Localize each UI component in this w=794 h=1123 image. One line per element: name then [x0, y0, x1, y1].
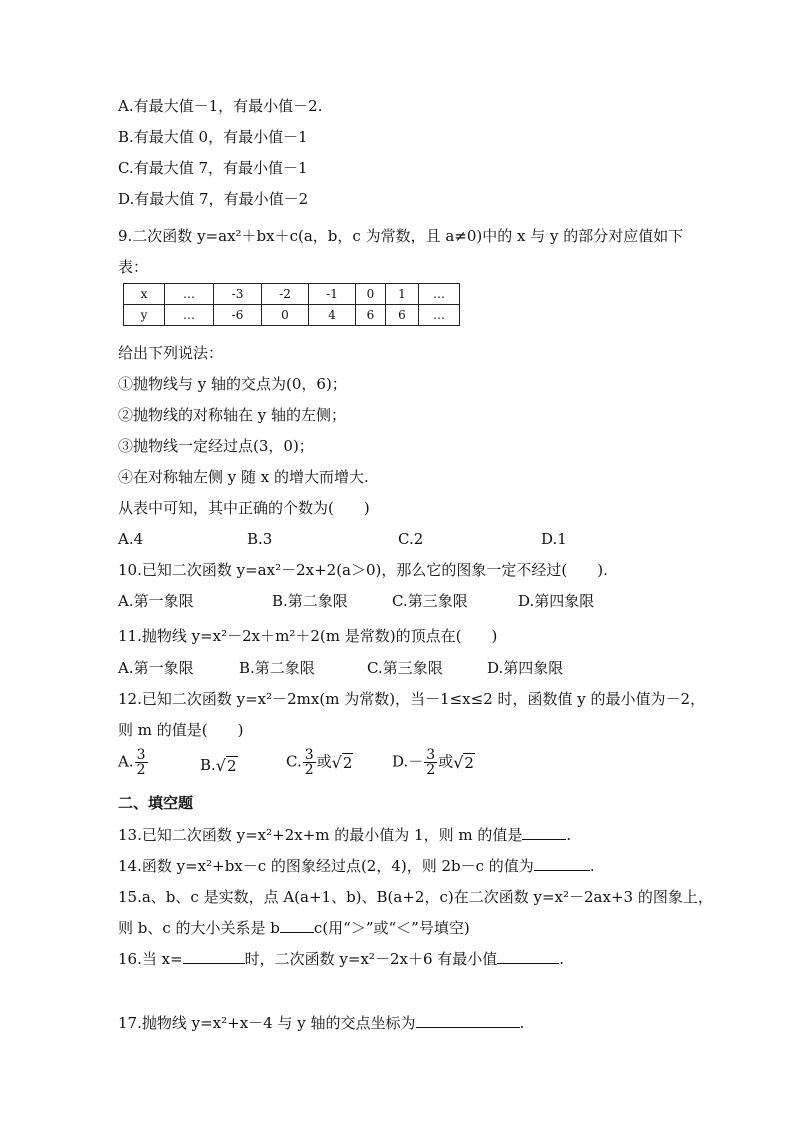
table-cell: -1 [309, 284, 356, 305]
q14 [118, 856, 595, 876]
q14-answer-blank[interactable] [534, 856, 590, 871]
fraction [303, 748, 316, 777]
fraction-denominator: 2 [426, 762, 436, 778]
fraction-numerator: 3 [304, 747, 314, 763]
option-prefix: D.－ [392, 752, 424, 771]
option-prefix: B. [200, 756, 216, 774]
q15-line1: 15.a、b、c 是实数，点 A(a+1、b)、B(a+2，c)在二次函数 y=x²－2ax+3 的图象上， [118, 888, 713, 906]
q9-statement-3: ③抛物线一定经过点(3，0)； [118, 437, 314, 455]
option-prefix: C. [286, 752, 302, 771]
fraction [135, 748, 148, 777]
q16-period: . [559, 950, 565, 968]
table-cell: 6 [356, 305, 386, 326]
table-cell: -6 [214, 305, 262, 326]
section-title: 二、填空题 [118, 794, 194, 812]
q9-stem-line1: 9.二次函数 y=ax²＋bx＋c(a，b，c 为常数，且 a≠0)中的 x 与 y 的部分对应值如下 [118, 227, 684, 245]
table-cell: x [124, 284, 165, 305]
q15-line2 [118, 918, 470, 938]
q12-option-b [200, 755, 238, 776]
q9-intro: 给出下列说法： [118, 344, 224, 362]
radical-sign: √ [215, 756, 226, 775]
radicand: 2 [342, 753, 353, 772]
q10-stem: 10.已知二次函数 y=ax²－2x+2(a＞0)，那么它的图象一定不经过( ). [118, 561, 608, 579]
q16-text-1: 16.当 x= [118, 950, 183, 968]
q16-answer-blank-1[interactable] [183, 949, 245, 964]
q12-stem-line1: 12.已知二次函数 y=x²－2mx(m 为常数)，当－1≤x≤2 时，函数值 y 的最小值为－2， [118, 690, 706, 708]
q13-period: . [566, 826, 572, 844]
sqrt [453, 753, 475, 773]
q17-text: 17.抛物线 y=x²+x－4 与 y 轴的交点坐标为 [118, 1014, 416, 1032]
table-cell: … [165, 305, 214, 326]
q11-stem: 11.抛物线 y=x²－2x＋m²＋2(m 是常数)的顶点在( ) [118, 627, 498, 645]
q8-option-a: A.有最大值－1，有最小值－2. [118, 97, 323, 115]
q16-answer-blank-2[interactable] [497, 949, 559, 964]
q9-option-a: A.4 [118, 530, 144, 548]
q9-option-d: D.1 [541, 530, 567, 548]
table-cell: -3 [214, 284, 262, 305]
q11-option-c: C.第三象限 [367, 659, 443, 677]
q13 [118, 825, 571, 845]
q14-text: 14.函数 y=x²+bx－c 的图象经过点(2，4)，则 2b－c 的值为 [118, 857, 534, 875]
q8-option-b: B.有最大值 0，有最小值－1 [118, 128, 308, 146]
fraction-denominator: 2 [136, 762, 146, 778]
fraction-numerator: 3 [136, 747, 146, 763]
q12-stem-line2: 则 m 的值是( ) [118, 721, 244, 739]
q16 [118, 949, 564, 969]
q9-statement-4: ④在对称轴左侧 y 随 x 的增大而增大. [118, 468, 369, 486]
q10-option-c: C.第三象限 [392, 592, 468, 610]
q10-option-a: A.第一象限 [118, 592, 194, 610]
table-cell: 0 [262, 305, 309, 326]
q11-option-b: B.第二象限 [239, 659, 315, 677]
table-cell: … [165, 284, 214, 305]
q12-option-c [286, 748, 353, 777]
q15-text-after: c(用“＞”或“＜”号填空) [313, 919, 470, 937]
q15-answer-blank[interactable] [280, 918, 314, 933]
q12-option-d [392, 748, 475, 777]
radicand: 2 [227, 757, 237, 775]
sqrt [216, 756, 238, 776]
q10-option-d: D.第四象限 [518, 592, 595, 610]
q9-value-table [123, 283, 460, 326]
q17-answer-blank[interactable] [416, 1013, 520, 1028]
q11-option-a: A.第一象限 [118, 659, 194, 677]
fraction-denominator: 2 [304, 762, 314, 778]
table-cell: 1 [386, 284, 419, 305]
table-cell: … [419, 305, 460, 326]
radicand: 2 [464, 753, 474, 772]
q8-option-d: D.有最大值 7，有最小值－2 [118, 190, 309, 208]
q13-text: 13.已知二次函数 y=x²+2x+m 的最小值为 1，则 m 的值是 [118, 826, 523, 844]
q9-option-b: B.3 [247, 530, 273, 548]
q17-period: . [519, 1014, 525, 1032]
or-word: 或 [316, 752, 332, 771]
q10-option-b: B.第二象限 [272, 592, 348, 610]
q17 [118, 1013, 524, 1033]
or-word: 或 [438, 752, 454, 771]
q9-option-c: C.2 [398, 530, 424, 548]
q15-text-before: 则 b、c 的大小关系是 b [118, 919, 280, 937]
q12-option-a [118, 748, 149, 777]
q9-stem-line2: 表： [118, 258, 149, 276]
table-cell: 0 [356, 284, 386, 305]
q11-option-d: D.第四象限 [487, 659, 564, 677]
radical-sign: √ [331, 752, 342, 772]
radical-sign: √ [453, 752, 464, 772]
q9-statement-1: ①抛物线与 y 轴的交点为(0，6)； [118, 375, 347, 393]
sqrt [332, 753, 354, 773]
table-cell: 4 [309, 305, 356, 326]
q14-period: . [589, 857, 595, 875]
table-row-x [124, 284, 460, 305]
table-cell: y [124, 305, 165, 326]
q8-option-c: C.有最大值 7，有最小值－1 [118, 159, 308, 177]
table-cell: … [419, 284, 460, 305]
fraction-numerator: 3 [426, 747, 436, 763]
table-cell: -2 [262, 284, 309, 305]
q13-answer-blank[interactable] [522, 825, 566, 840]
fraction [424, 748, 437, 777]
q16-text-2: 时，二次函数 y=x²－2x＋6 有最小值 [244, 950, 498, 968]
option-prefix: A. [118, 752, 134, 771]
q9-question: 从表中可知，其中正确的个数为( ) [118, 499, 370, 517]
q9-statement-2: ②抛物线的对称轴在 y 轴的左侧； [118, 406, 347, 424]
table-cell: 6 [386, 305, 419, 326]
table-row-y [124, 305, 460, 326]
